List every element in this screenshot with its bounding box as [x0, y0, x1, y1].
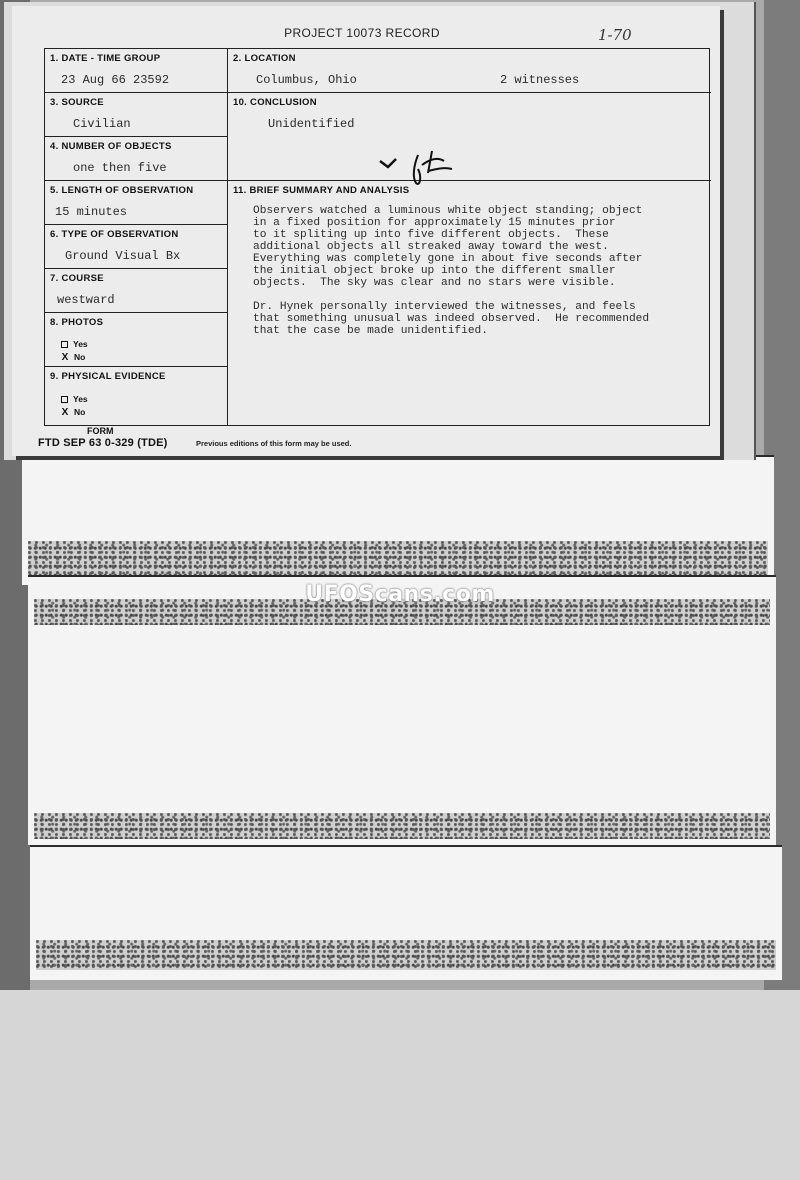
back-card-2 [28, 575, 776, 845]
num-objects-label: 4. NUMBER OF OBJECTS [50, 141, 172, 152]
watermark: UFOScans.com [305, 582, 495, 607]
course-cell [45, 269, 227, 313]
date-value: 23 Aug 66 23592 [61, 73, 170, 87]
left-column [45, 49, 228, 425]
type-label: 6. TYPE OF OBSERVATION [50, 229, 179, 240]
photos-no-label: No [74, 352, 86, 362]
right-column [228, 49, 711, 425]
conclusion-cell [228, 93, 711, 181]
card-3-texture [36, 940, 776, 970]
physical-evidence-label: 9. PHYSICAL EVIDENCE [50, 371, 166, 382]
physical-evidence-cell [45, 367, 227, 427]
record-form-grid [44, 48, 710, 426]
source-value: Civilian [73, 117, 131, 131]
form-title: PROJECT 10073 RECORD [284, 26, 440, 40]
card-2-texture-bottom [34, 813, 770, 839]
location-value: Columbus, Ohio [256, 73, 357, 87]
footer-form-id: FTD SEP 63 0-329 (TDE) [38, 437, 168, 449]
photos-label: 8. PHOTOS [50, 317, 104, 328]
location-label: 2. LOCATION [233, 53, 296, 64]
handwritten-note: 1-70 [598, 26, 632, 44]
conclusion-label: 10. CONCLUSION [233, 97, 317, 108]
length-label: 5. LENGTH OF OBSERVATION [50, 185, 194, 196]
type-value: Ground Visual Bx [65, 249, 181, 263]
num-objects-value: one then five [73, 161, 167, 175]
physical-yes-checkbox [61, 396, 68, 403]
source-label: 3. SOURCE [50, 97, 104, 108]
location-cell [228, 49, 711, 93]
photos-yes-label: Yes [73, 339, 88, 349]
physical-no-label: No [74, 407, 86, 417]
back-card-1 [22, 455, 774, 585]
card-1-texture [28, 541, 768, 577]
photos-yes-checkbox [61, 341, 68, 348]
course-label: 7. COURSE [50, 273, 104, 284]
summary-label: 11. BRIEF SUMMARY AND ANALYSIS [233, 185, 410, 196]
record-form-sheet [12, 6, 720, 456]
length-cell [45, 181, 227, 225]
photos-cell [45, 313, 227, 367]
summary-text: Observers watched a luminous white object standing; object in a fixed position for approximately 15 minutes prior to it spliting up into five different objects. These additional objects all streaked away toward the west. Everything was completely gone in about five seconds after the initial object broke up into the different smaller objects. The sky was clear and no stars were visible. Dr. Hynek personally interviewed the witnesses, and feels that something unusual was indeed observed. He recommended that the case be made unidentified. [253, 205, 650, 337]
type-cell [45, 225, 227, 269]
physical-no-x-mark: X [61, 407, 69, 418]
background-table-surface [0, 990, 800, 1180]
date-label: 1. DATE - TIME GROUP [50, 53, 161, 64]
footer-note: Previous editions of this form may be used. [196, 439, 352, 448]
footer-form-label: FORM [87, 426, 114, 436]
num-objects-cell [45, 137, 227, 181]
conclusion-value: Unidentified [268, 117, 355, 131]
back-card-3 [30, 845, 782, 980]
course-value: westward [57, 293, 115, 307]
physical-yes-label: Yes [73, 394, 88, 404]
length-value: 15 minutes [55, 205, 128, 219]
witnesses-value: 2 witnesses [500, 73, 580, 87]
date-cell [45, 49, 227, 93]
photos-no-x-mark: X [61, 352, 69, 363]
source-cell [45, 93, 227, 137]
photos-options [61, 338, 88, 364]
summary-cell [228, 181, 711, 427]
physical-evidence-options [61, 393, 88, 419]
